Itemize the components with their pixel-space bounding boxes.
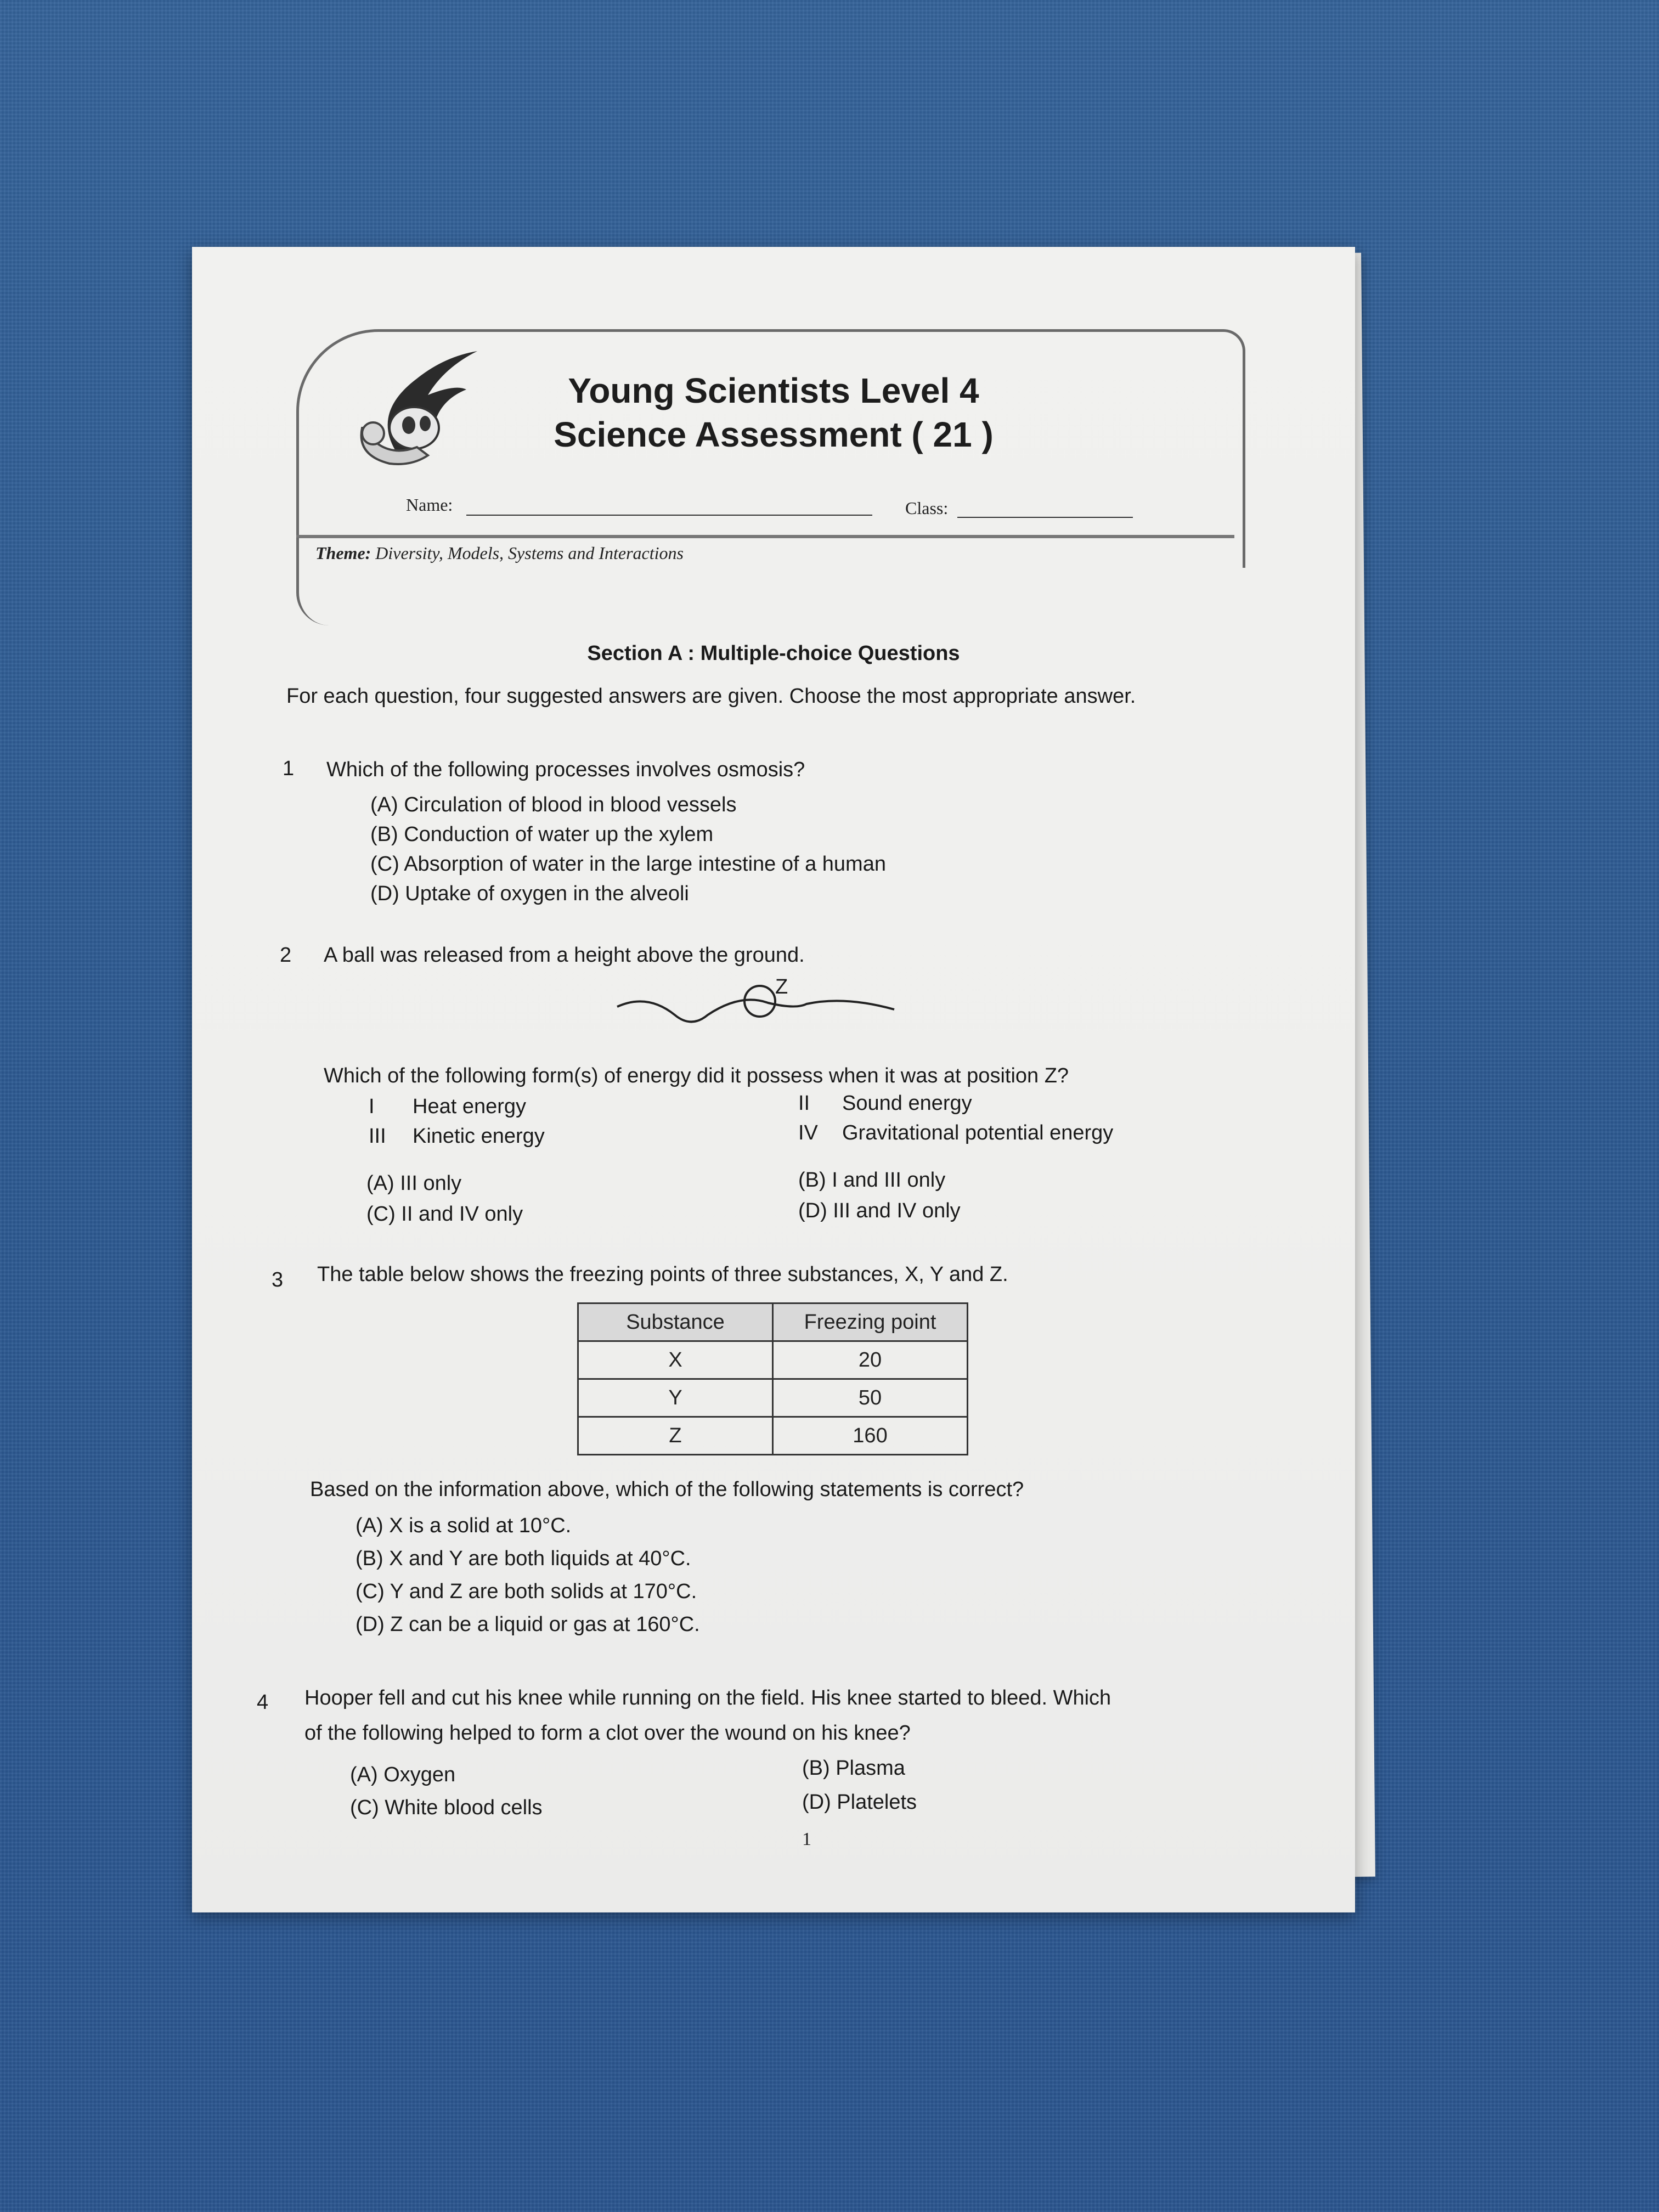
question-3-option-a[interactable]: (A) X is a solid at 10°C. [356, 1514, 572, 1537]
position-z-label: Z [775, 975, 788, 998]
question-4-number: 4 [257, 1691, 269, 1714]
table-header-row [578, 1304, 968, 1341]
question-4-option-c[interactable]: (C) White blood cells [350, 1796, 543, 1819]
question-1-number: 1 [283, 757, 295, 780]
question-2-subtext: Which of the following form(s) of energy did it possess when it was at position Z? [324, 1064, 1069, 1087]
question-2-option-b[interactable]: (B) I and III only [798, 1169, 946, 1192]
question-1-option-b[interactable]: (B) Conduction of water up the xylem [370, 823, 714, 846]
question-1-text: Which of the following processes involves osmosis? [326, 758, 805, 781]
table-cell: 160 [773, 1417, 968, 1455]
table-header-freezing-point: Freezing point [773, 1304, 968, 1341]
table-header-substance: Substance [578, 1304, 773, 1341]
question-1-option-a[interactable]: (A) Circulation of blood in blood vessels [370, 793, 737, 816]
question-3-option-d[interactable]: (D) Z can be a liquid or gas at 160°C. [356, 1613, 700, 1636]
theme-line [315, 543, 684, 563]
statement-ii-num: II [798, 1092, 810, 1115]
section-instruction: For each question, four suggested answers are given. Choose the most appropriate answer. [286, 685, 1136, 708]
section-title: Section A : Multiple-choice Questions [587, 642, 960, 665]
question-2-option-c[interactable]: (C) II and IV only [366, 1203, 523, 1226]
worksheet-page [192, 247, 1355, 1912]
statement-iii-num: III [369, 1125, 386, 1148]
table-cell: 20 [773, 1341, 968, 1379]
question-4-option-b[interactable]: (B) Plasma [802, 1757, 905, 1780]
question-3-number: 3 [272, 1268, 284, 1291]
question-3-option-c[interactable]: (C) Y and Z are both solids at 170°C. [356, 1580, 697, 1603]
page-number: 1 [802, 1829, 811, 1849]
question-3-option-b[interactable]: (B) X and Y are both liquids at 40°C. [356, 1547, 691, 1570]
header-divider [296, 535, 1234, 538]
statement-iv-text: Gravitational potential energy [842, 1121, 1114, 1144]
statement-i-text: Heat energy [413, 1095, 527, 1118]
class-field[interactable] [957, 517, 1133, 518]
table-row [578, 1417, 968, 1455]
name-field[interactable] [466, 515, 872, 516]
theme-label: Theme: [315, 543, 371, 563]
question-2-text: A ball was released from a height above the ground. [324, 944, 805, 967]
question-2-option-d[interactable]: (D) III and IV only [798, 1199, 961, 1222]
question-1-option-c[interactable]: (C) Absorption of water in the large intestine of a human [370, 853, 886, 876]
name-label: Name: [406, 495, 453, 515]
question-2-number: 2 [280, 944, 292, 967]
table-cell: Y [578, 1379, 773, 1417]
question-3-text: The table below shows the freezing points of three substances, X, Y and Z. [317, 1263, 1008, 1286]
class-label: Class: [905, 498, 949, 518]
title-line-1: Young Scientists Level 4 [568, 371, 979, 410]
ball-trajectory-diagram [614, 982, 933, 1042]
theme-value: Diversity, Models, Systems and Interactions [375, 543, 684, 563]
question-3-subtext: Based on the information above, which of the following statements is correct? [310, 1478, 1024, 1501]
question-4-text-line-2: of the following helped to form a clot over the wound on his knee? [304, 1722, 911, 1745]
table-cell: 50 [773, 1379, 968, 1417]
statement-i-num: I [369, 1095, 375, 1118]
table-row [578, 1341, 968, 1379]
table-cell: X [578, 1341, 773, 1379]
table-cell: Z [578, 1417, 773, 1455]
question-4-text-line-1: Hooper fell and cut his knee while running on the field. His knee started to bleed. Which [304, 1686, 1111, 1709]
question-4-option-d[interactable]: (D) Platelets [802, 1791, 917, 1814]
question-2-option-a[interactable]: (A) III only [366, 1172, 462, 1195]
freezing-point-table [577, 1302, 968, 1455]
table-row [578, 1379, 968, 1417]
title-line-2: Science Assessment ( 21 ) [554, 415, 994, 454]
question-4-option-a[interactable]: (A) Oxygen [350, 1763, 456, 1786]
statement-ii-text: Sound energy [842, 1092, 972, 1115]
statement-iii-text: Kinetic energy [413, 1125, 545, 1148]
statement-iv-num: IV [798, 1121, 818, 1144]
question-1-option-d[interactable]: (D) Uptake of oxygen in the alveoli [370, 882, 689, 905]
